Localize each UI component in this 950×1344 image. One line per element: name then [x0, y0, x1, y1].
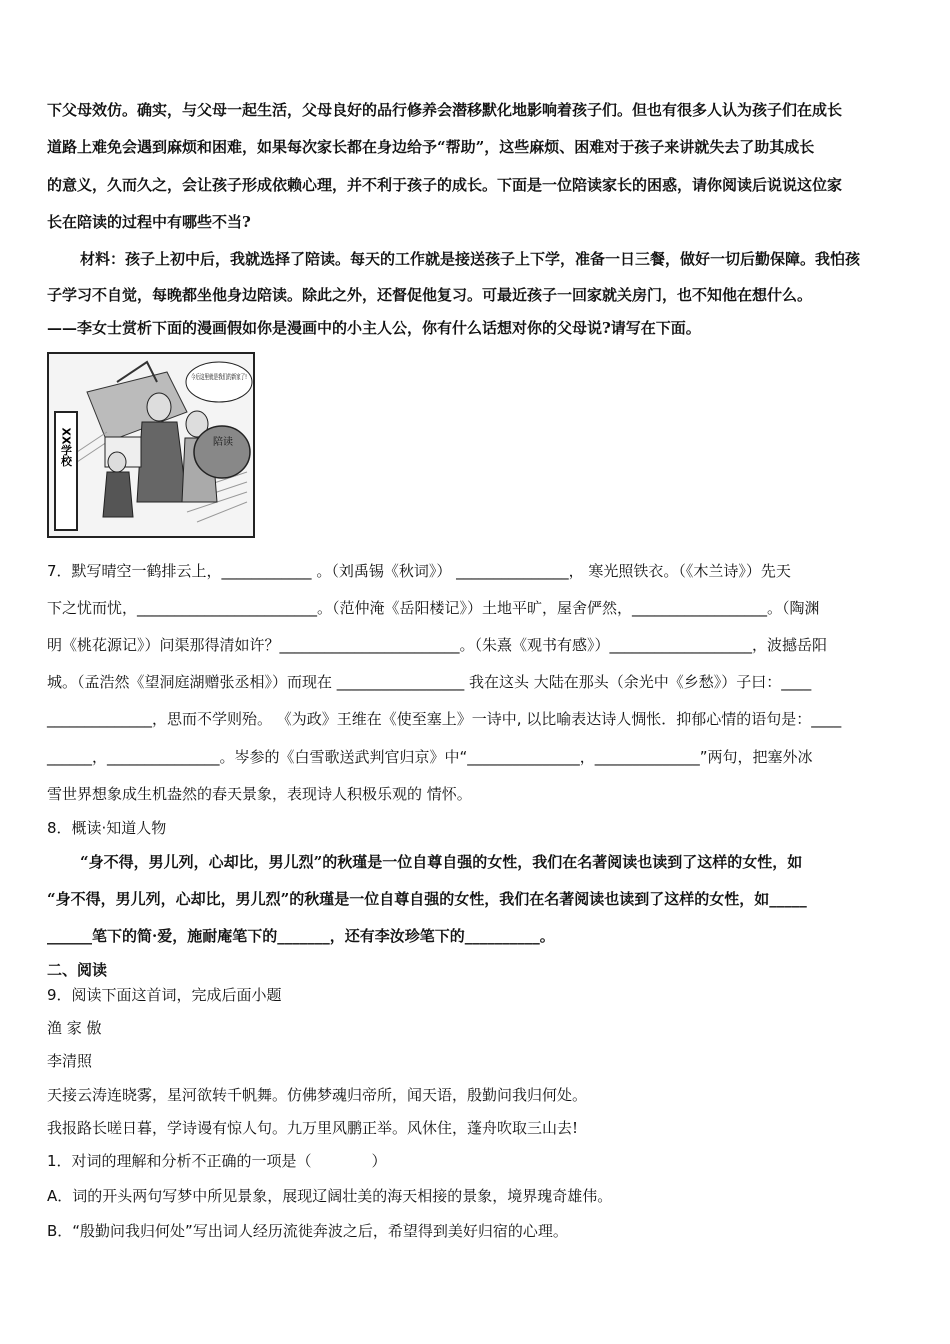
para1-line4: 长在陪读的过程中有哪些不当? — [47, 213, 251, 231]
q8-line1: “身不得，男儿列，心却比，男儿烈”的秋瑾是一位自尊自强的女性，我们在名著阅读也读到了这样的女性，如 — [80, 853, 803, 871]
q7-line1: 7．默写晴空一鹤排云上，____________ 。（刘禹锡《秋词》） _______________， 寒光照铁衣。（《木兰诗》）先天 — [47, 562, 791, 580]
q9-title: 9．阅读下面这首词，完成后面小题 — [47, 986, 282, 1004]
q8-title: 8．概读·知道人物 — [47, 819, 167, 837]
q7-line3: 明《桃花源记》）问渠那得清如许？________________________。（朱熹《观书有感》）___________________，波撼岳阳 — [47, 636, 828, 654]
material-line1: 材料：孩子上初中后，我就选择了陪读。每天的工作就是接送孩子上下学，准备一日三餐，做好一切后勤保障。我怕孩 — [80, 250, 861, 268]
para1-line2: 道路上难免会遇到麻烦和困难，如果每次家长都在身边给予“帮助”，这些麻烦、困难对于孩子来讲就失去了助其成长 — [47, 138, 815, 156]
cartoon-image — [47, 352, 278, 538]
para1-line1: 下父母效仿。确实，与父母一起生活，父母良好的品行修养会潜移默化地影响着孩子们。但也有很多人认为孩子们在成长 — [47, 101, 843, 119]
poem-verse2: 我报路长嗟日暮，学诗谩有惊人句。九万里风鹏正举。风休住，蓬舟吹取三山去! — [47, 1119, 579, 1137]
q7-line4: 城。（孟浩然《望洞庭湖赠张丞相》）而现在 _________________ 我在这头 大陆在那头（余光中《乡愁》）子曰：____ — [47, 673, 812, 691]
q8-line2: “身不得，男儿列，心却比，男儿烈”的秋瑾是一位自尊自强的女性，我们在名著阅读也读到了这样的女性，如_____ — [47, 890, 807, 908]
q7-line5: ______________，思而不学则殆。 《为政》王维在《使至塞上》一诗中, 以比喻表达诗人惆怅．抑郁心情的语句是：____ — [47, 710, 842, 728]
q9-option-b: B．“殷勤问我归何处”写出词人经历流徙奔波之后，希望得到美好归宿的心理。 — [47, 1222, 568, 1240]
q9-sub1: 1．对词的理解和分析不正确的一项是（ ） — [47, 1152, 387, 1170]
q8-line3: ______笔下的简·爱，施耐庵笔下的_______，还有李汝珍笔下的__________。 — [47, 927, 555, 945]
para1-line3: 的意义，久而久之，会让孩子形成依赖心理，并不利于孩子的成长。下面是一位陪读家长的困惑，请你阅读后说说这位家 — [47, 176, 843, 194]
speech-bubble-text: 今后这里就是我们的新家了! — [191, 373, 278, 381]
school-sign-text: XX学校 — [59, 427, 73, 467]
q9-option-a: A．词的开头两句写梦中所见景象，展现辽阔壮美的海天相接的景象，境界瑰奇雄伟。 — [47, 1187, 613, 1205]
material-line3: ——李女士赏析下面的漫画假如你是漫画中的小主人公，你有什么话想对你的父母说?请写在下面。 — [47, 319, 701, 337]
material-line2: 子学习不自觉，每晚都坐他身边陪读。除此之外，还督促他复习。可最近孩子一回家就关房门，也不知他在想什么。 — [47, 286, 813, 304]
q7-line7: 雪世界想象成生机盎然的春天景象，表现诗人积极乐观的 情怀。 — [47, 785, 472, 803]
poem-title: 渔 家 傲 — [47, 1019, 102, 1037]
sack-label: 陪读 — [213, 437, 233, 448]
q7-line6: ______，_______________。岑参的《白雪歌送武判官归京》中“_______________，______________”两句，把塞外冰 — [47, 748, 813, 766]
poem-verse1: 天接云涛连晓雾，星河欲转千帆舞。仿佛梦魂归帝所，闻天语，殷勤问我归何处。 — [47, 1086, 588, 1104]
q7-line2: 下之忧而忧，________________________。（范仲淹《岳阳楼记》）土地平旷，屋舍俨然，__________________。（陶渊 — [47, 599, 820, 617]
section-heading: 二、阅读 — [47, 961, 108, 979]
poem-author: 李清照 — [47, 1052, 93, 1070]
